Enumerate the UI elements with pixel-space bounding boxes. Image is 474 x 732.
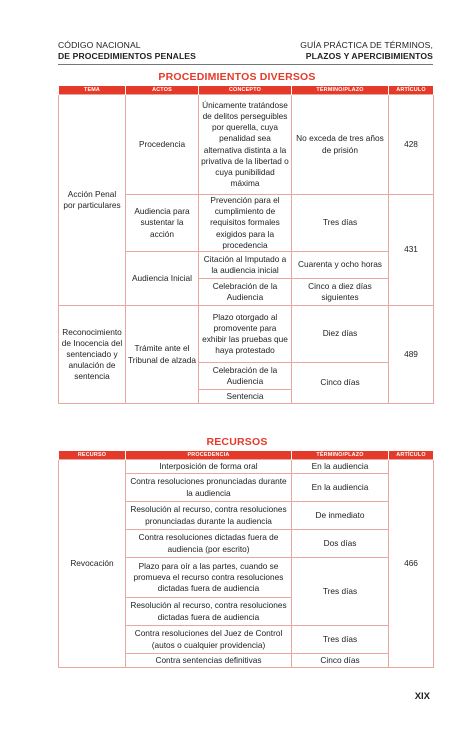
concepto-cell: Celebración de la Audiencia bbox=[199, 279, 292, 306]
col-header-articulo: ARTÍCULO bbox=[389, 86, 434, 95]
procedencia-cell: Contra sentencias definitivas bbox=[126, 654, 292, 668]
articulo-cell: 428 bbox=[389, 95, 434, 195]
plazo-cell: Cinco días bbox=[292, 654, 389, 668]
concepto-cell: Sentencia bbox=[199, 390, 292, 404]
tema-cell: Reconocimiento de Inocencia del sentenciado y anulación de sentencia bbox=[59, 306, 126, 404]
procedencia-cell: Resolución al recurso, contra resoluciones dictadas fuera de audiencia bbox=[126, 598, 292, 626]
procedencia-cell: Contra resoluciones del Juez de Control (autos o cualquier providencia) bbox=[126, 626, 292, 654]
running-header-left bbox=[58, 40, 196, 62]
procedencia-cell: Resolución al recurso, contra resoluciones pronunciadas durante la audiencia bbox=[126, 502, 292, 530]
tema-cell: Acción Penal por particulares bbox=[59, 95, 126, 306]
plazo-cell: Tres días bbox=[292, 626, 389, 654]
procedencia-cell: Plazo para oír a las partes, cuando se promueva el recurso contra resoluciones dictadas fuera de audiencia bbox=[126, 558, 292, 598]
table-header-row bbox=[59, 86, 434, 95]
acto-cell: Procedencia bbox=[126, 95, 199, 195]
header-right-line1: GUÍA PRÁCTICA DE TÉRMINOS, bbox=[300, 40, 433, 50]
concepto-cell: Prevención para el cumplimiento de requisitos formales exigidos para la procedencia bbox=[199, 195, 292, 252]
plazo-cell: Cinco a diez días siguientes bbox=[292, 279, 389, 306]
acto-cell: Trámite ante el Tribunal de alzada bbox=[126, 306, 199, 404]
col-header-procedencia: PROCEDENCIA bbox=[126, 451, 292, 460]
table-row bbox=[59, 306, 434, 363]
table-row bbox=[59, 460, 434, 474]
procedencia-cell: Contra resoluciones pronunciadas durante la audiencia bbox=[126, 474, 292, 502]
concepto-cell: Citación al Imputado a la audiencia inicial bbox=[199, 252, 292, 279]
plazo-cell: Diez días bbox=[292, 306, 389, 363]
acto-cell: Audiencia para sustentar la acción bbox=[126, 195, 199, 252]
plazo-cell: Cuarenta y ocho horas bbox=[292, 252, 389, 279]
running-header-right bbox=[300, 40, 433, 62]
plazo-cell: Tres días bbox=[292, 558, 389, 626]
procedencia-cell: Contra resoluciones dictadas fuera de audiencia (por escrito) bbox=[126, 530, 292, 558]
col-header-articulo: ARTÍCULO bbox=[389, 451, 434, 460]
concepto-cell: Celebración de la Audiencia bbox=[199, 363, 292, 390]
acto-cell: Audiencia Inicial bbox=[126, 252, 199, 306]
concepto-cell: Plazo otorgado al promovente para exhibir las pruebas que haya protestado bbox=[199, 306, 292, 363]
page-number: XIX bbox=[414, 691, 430, 702]
plazo-cell: En la audiencia bbox=[292, 460, 389, 474]
concepto-cell: Únicamente tratándose de delitos perseguibles por querella, cuya penalidad sea alternativa distinta a la privativa de la libertad o cuya punibilidad máxima bbox=[199, 95, 292, 195]
procedimientos-table bbox=[58, 86, 434, 404]
plazo-cell: Cinco días bbox=[292, 363, 389, 404]
plazo-cell: No exceda de tres años de prisión bbox=[292, 95, 389, 195]
section-title-procedimientos: PROCEDIMIENTOS DIVERSOS bbox=[158, 71, 316, 83]
col-header-concepto: CONCEPTO bbox=[199, 86, 292, 95]
col-header-plazo: TÉRMINO/PLAZO bbox=[292, 451, 389, 460]
section-title-recursos: RECURSOS bbox=[206, 436, 268, 448]
col-header-tema: TEMA bbox=[59, 86, 126, 95]
header-rule bbox=[58, 64, 433, 65]
header-left-line2: DE PROCEDIMIENTOS PENALES bbox=[58, 51, 196, 61]
recursos-table bbox=[58, 451, 434, 668]
plazo-cell: Dos días bbox=[292, 530, 389, 558]
col-header-recurso: RECURSO bbox=[59, 451, 126, 460]
header-left-line1: CÓDIGO NACIONAL bbox=[58, 40, 141, 50]
articulo-cell: 466 bbox=[389, 460, 434, 668]
col-header-plazo: TÉRMINO/PLAZO bbox=[292, 86, 389, 95]
recurso-cell: Revocación bbox=[59, 460, 126, 668]
plazo-cell: Tres días bbox=[292, 195, 389, 252]
articulo-cell: 431 bbox=[389, 195, 434, 306]
header-right-line2: PLAZOS Y APERCIBIMIENTOS bbox=[305, 51, 433, 61]
table-header-row bbox=[59, 451, 434, 460]
col-header-actos: ACTOS bbox=[126, 86, 199, 95]
procedencia-cell: Interposición de forma oral bbox=[126, 460, 292, 474]
table-row bbox=[59, 95, 434, 195]
plazo-cell: De inmediato bbox=[292, 502, 389, 530]
articulo-cell: 489 bbox=[389, 306, 434, 404]
plazo-cell: En la audiencia bbox=[292, 474, 389, 502]
